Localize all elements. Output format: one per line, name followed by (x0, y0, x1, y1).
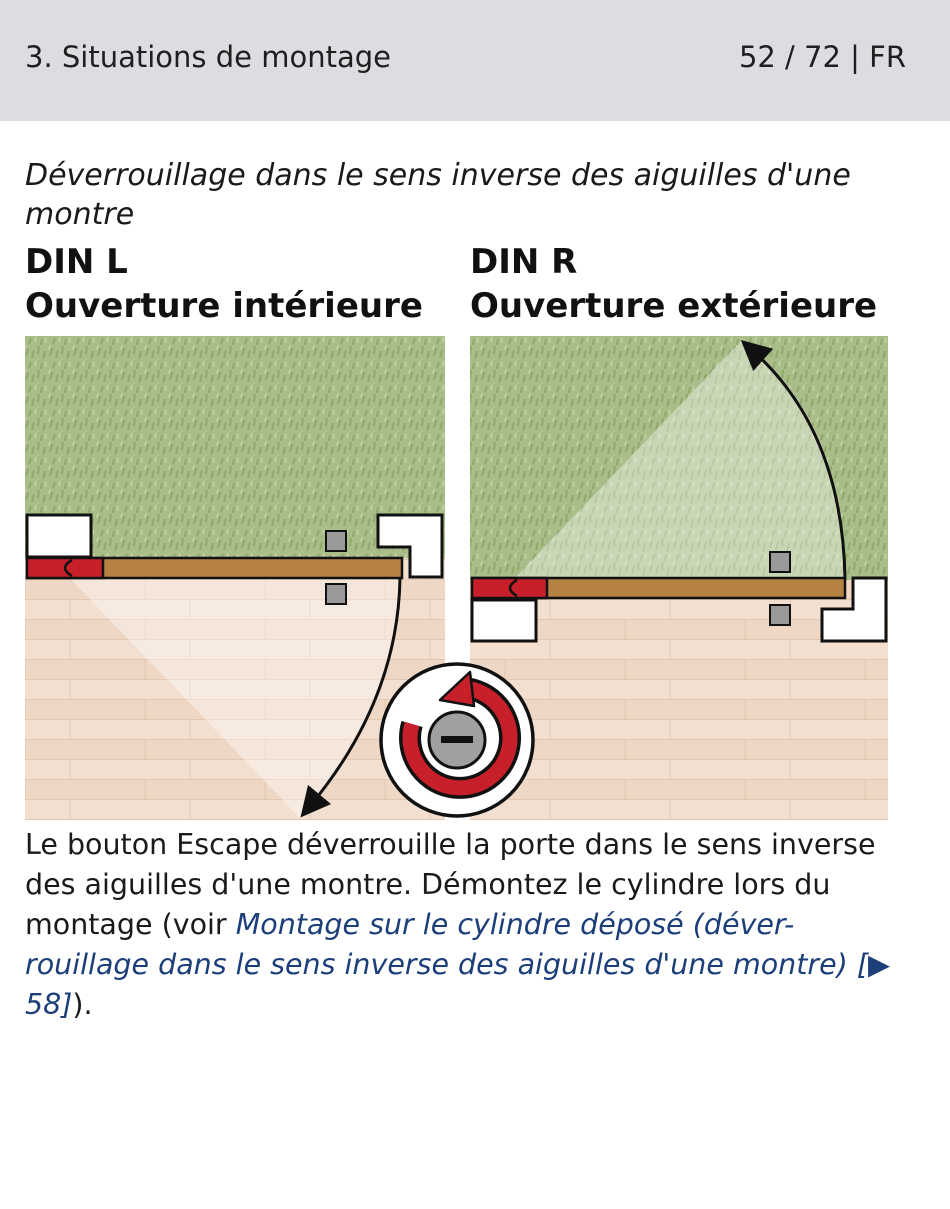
din-left-label: DIN L (25, 242, 128, 282)
instruction-text-end: ). (72, 988, 93, 1021)
door-mounting-diagram (0, 330, 950, 825)
left-diagram-title (25, 240, 423, 328)
instruction-paragraph (25, 825, 905, 1025)
instruction-text: Le bouton Escape déverrouille la porte dans le sens inverse des aiguilles d'une montre. Démontez le cylindre lors du montage (voir (25, 828, 876, 941)
cross-reference-link[interactable]: Montage sur le cylindre déposé (déver-rouillage dans le sens inverse des aiguilles d'une montre) [▶ 58] (25, 908, 890, 1021)
figure-subtitle: Déverrouillage dans le sens inverse des aiguilles d'une montre (25, 158, 851, 232)
right-diagram-title (470, 240, 877, 328)
din-right-label: DIN R (470, 242, 578, 282)
page-header (0, 0, 950, 121)
opening-right-label: Ouverture extérieure (470, 286, 878, 326)
opening-left-label: Ouverture intérieure (25, 286, 423, 326)
section-title: 3. Situations de montage (25, 40, 391, 74)
page-number: 52 / 72 | FR (738, 40, 906, 74)
counterclockwise-rotate-icon (381, 664, 533, 816)
